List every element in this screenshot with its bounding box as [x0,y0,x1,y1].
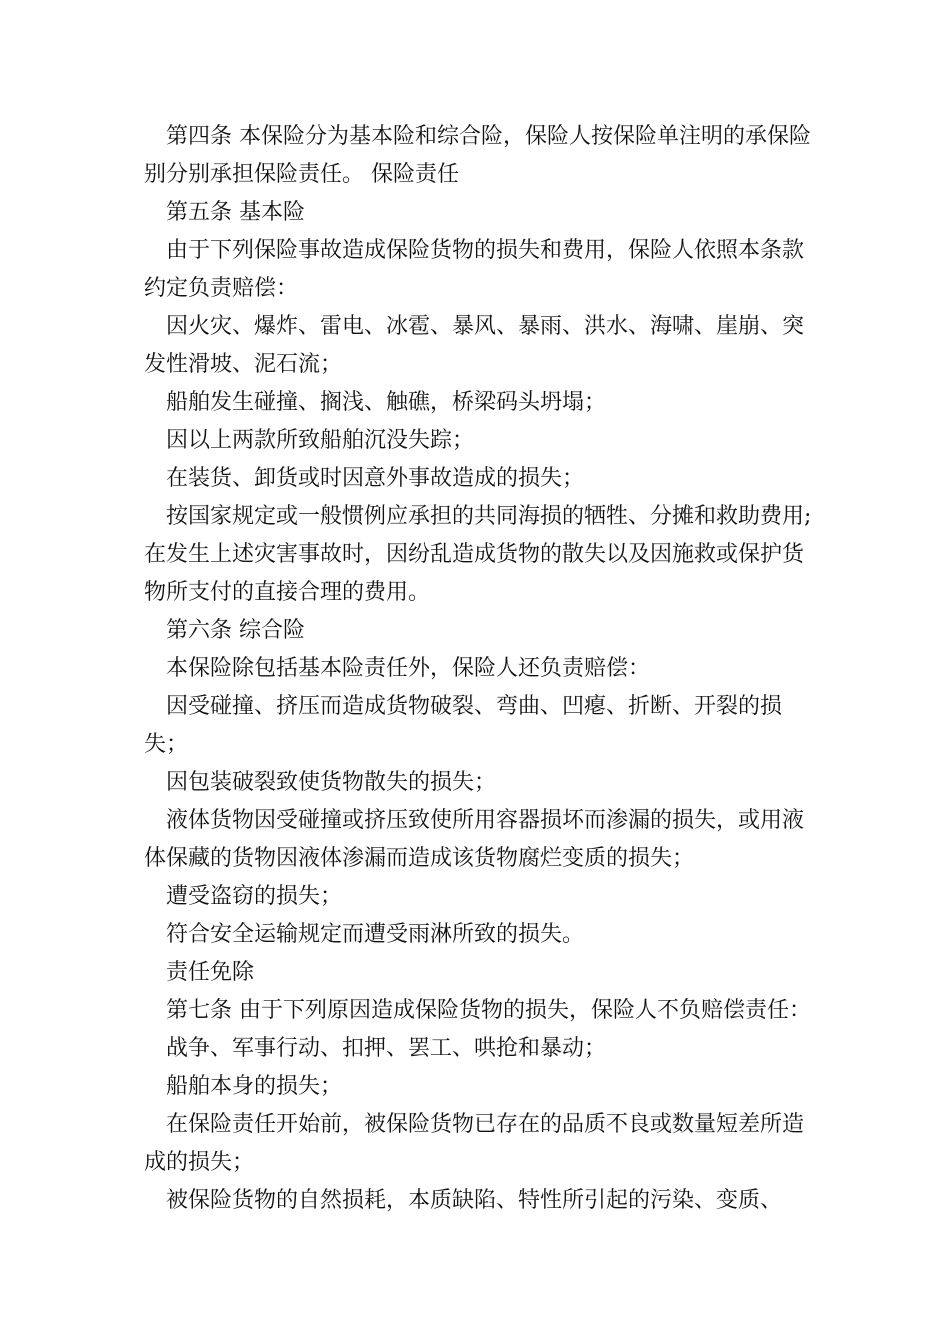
paragraph-general-average: 按国家规定或一般惯例应承担的共同海损的牺牲、分摊和救助费用;在发生上述灾害事故时，因纷乱造成货物的散失以及因施救或保护货物所支付的直接合理的费用。 [144,504,812,605]
document-body [144,118,814,1220]
paragraph-article-7: 第七条 由于下列原因造成保险货物的损失，保险人不负赔偿责任： [166,998,811,1023]
paragraph-war-exclusion: 战争、军事行动、扣押、罢工、哄抢和暴动； [166,1036,607,1061]
paragraph-exclusions-heading: 责任免除 [166,960,255,985]
paragraph-comprehensive-intro: 本保险除包括基本险责任外，保险人还负责赔偿： [166,656,651,681]
paragraph-article-4: 第四条 本保险分为基本险和综合险，保险人按保险单注明的承保险别分别承担保险责任。 保险责任 [144,124,811,187]
paragraph-packaging-loss: 因包装破裂致使货物散失的损失； [166,770,497,795]
paragraph-natural-wear: 被保险货物的自然损耗，本质缺陷、特性所引起的污染、变质、 [166,1188,783,1213]
paragraph-article-6-heading: 第六条 综合险 [166,618,305,643]
paragraph-liquid-leakage: 液体货物因受碰撞或挤压致使所用容器损坏而渗漏的损失，或用液体保藏的货物因液体渗漏而造成该货物腐烂变质的损失； [144,808,805,871]
paragraph-basic-intro: 由于下列保险事故造成保险货物的损失和费用，保险人依照本条款约定负责赔偿： [144,238,805,301]
paragraph-article-5-heading: 第五条 基本险 [166,200,305,225]
paragraph-collision-damage: 因受碰撞、挤压而造成货物破裂、弯曲、凹瘪、折断、开裂的损失； [144,694,783,757]
paragraph-preexisting-defects: 在保险责任开始前，被保险货物已存在的品质不良或数量短差所造成的损失； [144,1112,805,1175]
paragraph-ship-sinking: 因以上两款所致船舶沉没失踪； [166,428,475,453]
paragraph-ship-loss-exclusion: 船舶本身的损失； [166,1074,343,1099]
paragraph-natural-disasters: 因火灾、爆炸、雷电、冰雹、暴风、暴雨、洪水、海啸、崖崩、突发性滑坡、泥石流； [144,314,805,377]
paragraph-loading-accidents: 在装货、卸货或时因意外事故造成的损失； [166,466,585,491]
paragraph-rain-damage: 符合安全运输规定而遭受雨淋所致的损失。 [166,922,585,947]
paragraph-theft-loss: 遭受盗窃的损失； [166,884,343,909]
paragraph-ship-collision: 船舶发生碰撞、搁浅、触礁，桥梁码头坍塌； [166,390,607,415]
